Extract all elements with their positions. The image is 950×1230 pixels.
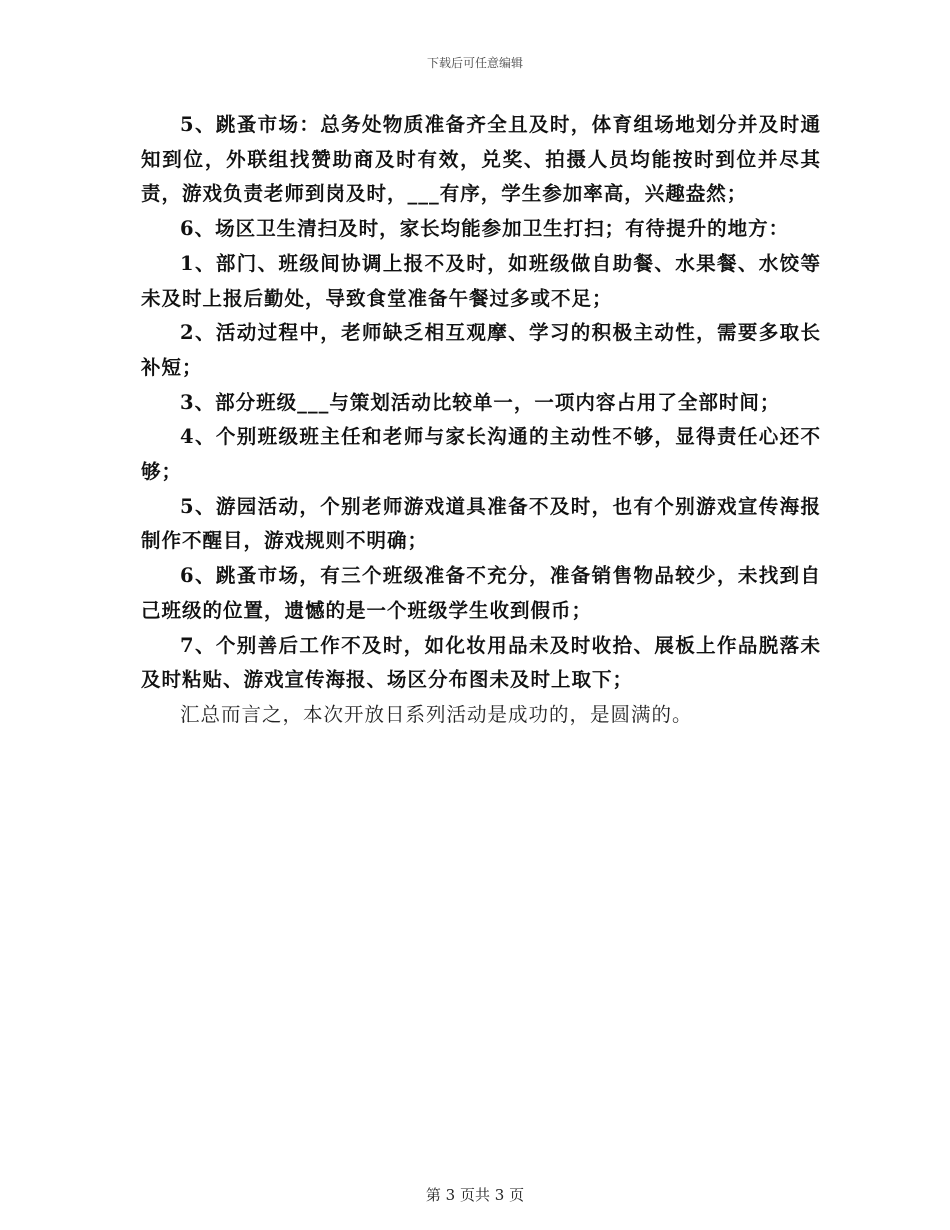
paragraph: 6、场区卫生清扫及时，家长均能参加卫生打扫；有待提升的地方： (180, 217, 790, 241)
paragraph: 3、部分班级___与策划活动比较单一，一项内容占用了全部时间； (180, 390, 781, 414)
document-body (141, 108, 821, 733)
paragraph: 1、部门、班级间协调上报不及时，如班级做自助餐、水果餐、水饺等未及时上报后勤处，导致食堂准备午餐过多或不足； (141, 251, 821, 310)
paragraph: 7、个别善后工作不及时，如化妆用品未及时收拾、展板上作品脱落未及时粘贴、游戏宣传海报、场区分布图未及时上取下； (141, 633, 821, 692)
conclusion-paragraph: 汇总而言之，本次开放日系列活动是成功的，是圆满的。 (180, 702, 693, 726)
page-number: 第 3 页共 3 页 (425, 1186, 525, 1204)
paragraph: 6、跳蚤市场，有三个班级准备不充分，准备销售物品较少，未找到自己班级的位置，遗憾的是一个班级学生收到假币； (141, 564, 821, 622)
paragraph: 4、个别班级班主任和老师与家长沟通的主动性不够，显得责任心还不够； (141, 425, 821, 484)
paragraph: 5、跳蚤市场：总务处物质准备齐全且及时，体育组场地划分并及时通知到位，外联组找赞助商及时有效，兑奖、拍摄人员均能按时到位并尽其责，游戏负责老师到岗及时，___有序，学生参加率高，兴趣盎然； (141, 113, 821, 206)
header-note: 下载后可任意编辑 (426, 56, 523, 70)
paragraph: 5、游园活动，个别老师游戏道具准备不及时，也有个别游戏宣传海报制作不醒目，游戏规则不明确； (141, 494, 821, 553)
paragraph: 2、活动过程中，老师缺乏相互观摩、学习的积极主动性，需要多取长补短； (141, 321, 821, 379)
